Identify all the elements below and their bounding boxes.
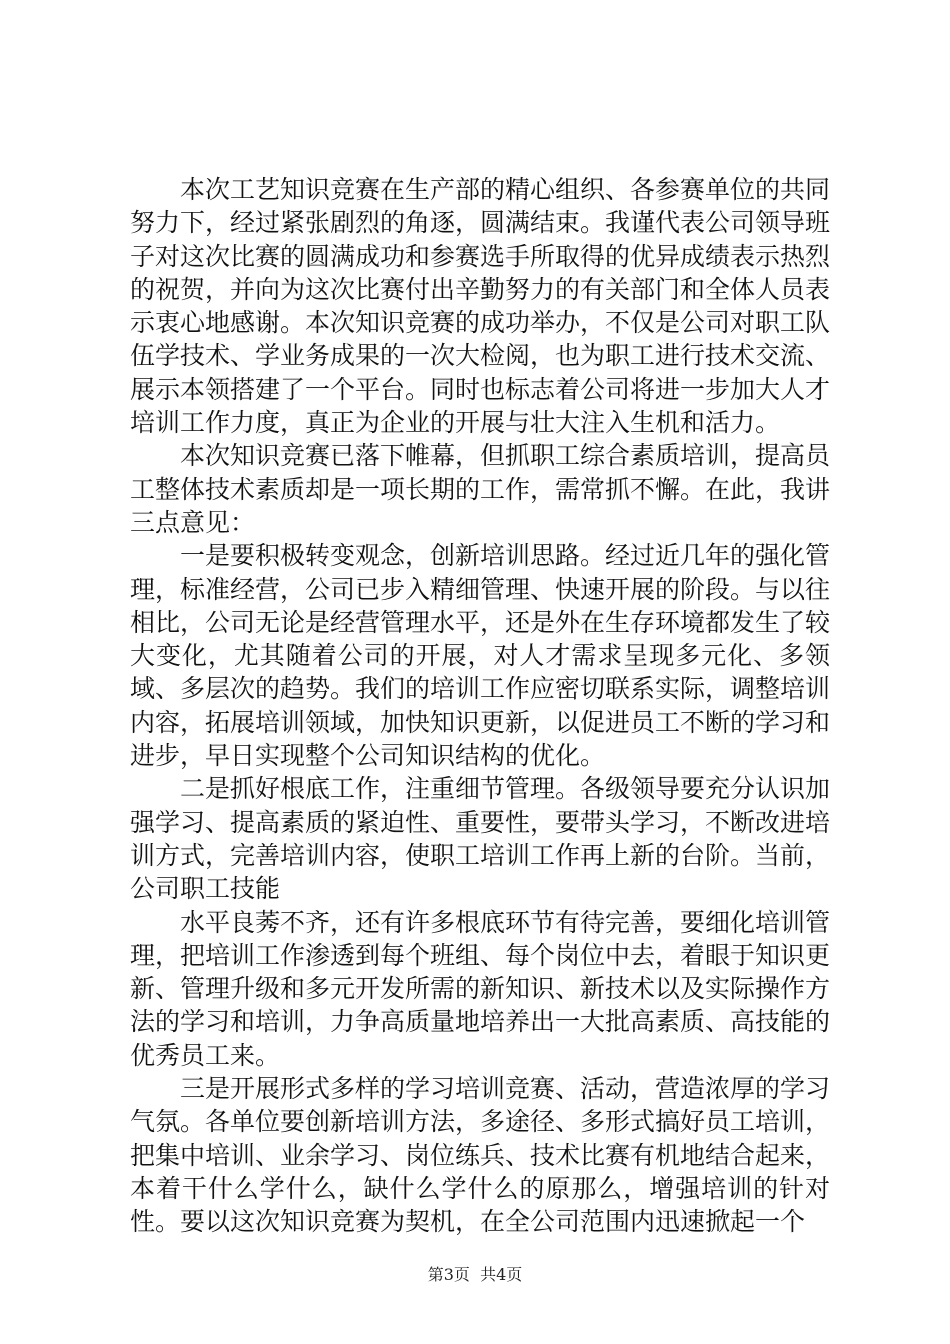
document-body [130, 173, 830, 1239]
paragraph-1: 本次工艺知识竞赛在生产部的精心组织、各参赛单位的共同努力下，经过紧张剧烈的角逐，圆满结束。我谨代表公司领导班子对这次比赛的圆满成功和参赛选手所取得的优异成绩表示热烈的祝贺，并向为这次比赛付出辛勤努力的有关部门和全体人员表示衷心地感谢。本次知识竞赛的成功举办，不仅是公司对职工队伍学技术、学业务成果的一次大检阅，也为职工进行技术交流、展示本领搭建了一个平台。同时也标志着公司将进一步加大人才培训工作力度，真正为企业的开展与壮大注入生机和活力。 [130, 175, 831, 438]
paragraph-4: 二是抓好根底工作，注重细节管理。各级领导要充分认识加强学习、提高素质的紧迫性、重要性，要带头学习，不断改进培训方式，完善培训内容，使职工培训工作再上新的台阶。当前，公司职工技能 [130, 774, 831, 904]
page-number-footer: 第3页 共4页 [427, 1265, 523, 1284]
paragraph-2: 本次知识竞赛已落下帷幕，但抓职工综合素质培训，提高员工整体技术素质却是一项长期的工作，需常抓不懈。在此，我讲三点意见： [130, 441, 831, 537]
paragraph-6: 三是开展形式多样的学习培训竞赛、活动，营造浓厚的学习气氛。各单位要创新培训方法，多途径、多形式搞好员工培训，把集中培训、业余学习、岗位练兵、技术比赛有机地结合起来，本着干什么学什么，缺什么学什么的原那么，增强培训的针对性。要以这次知识竞赛为契机，在全公司范围内迅速掀起一个 [130, 1074, 831, 1237]
paragraph-3: 一是要积极转变观念，创新培训思路。经过近几年的强化管理，标准经营，公司已步入精细管理、快速开展的阶段。与以往相比，公司无论是经营管理水平，还是外在生存环境都发生了较大变化，尤其随着公司的开展，对人才需求呈现多元化、多领域、多层次的趋势。我们的培训工作应密切联系实际，调整培训内容，拓展培训领域，加快知识更新，以促进员工不断的学习和进步，早日实现整个公司知识结构的优化。 [130, 541, 831, 771]
paragraph-5: 水平良莠不齐，还有许多根底环节有待完善，要细化培训管理，把培训工作渗透到每个班组、每个岗位中去，着眼于知识更新、管理升级和多元开发所需的新知识、新技术以及实际操作方法的学习和培训，力争高质量地培养出一大批高素质、高技能的优秀员工来。 [130, 907, 831, 1070]
